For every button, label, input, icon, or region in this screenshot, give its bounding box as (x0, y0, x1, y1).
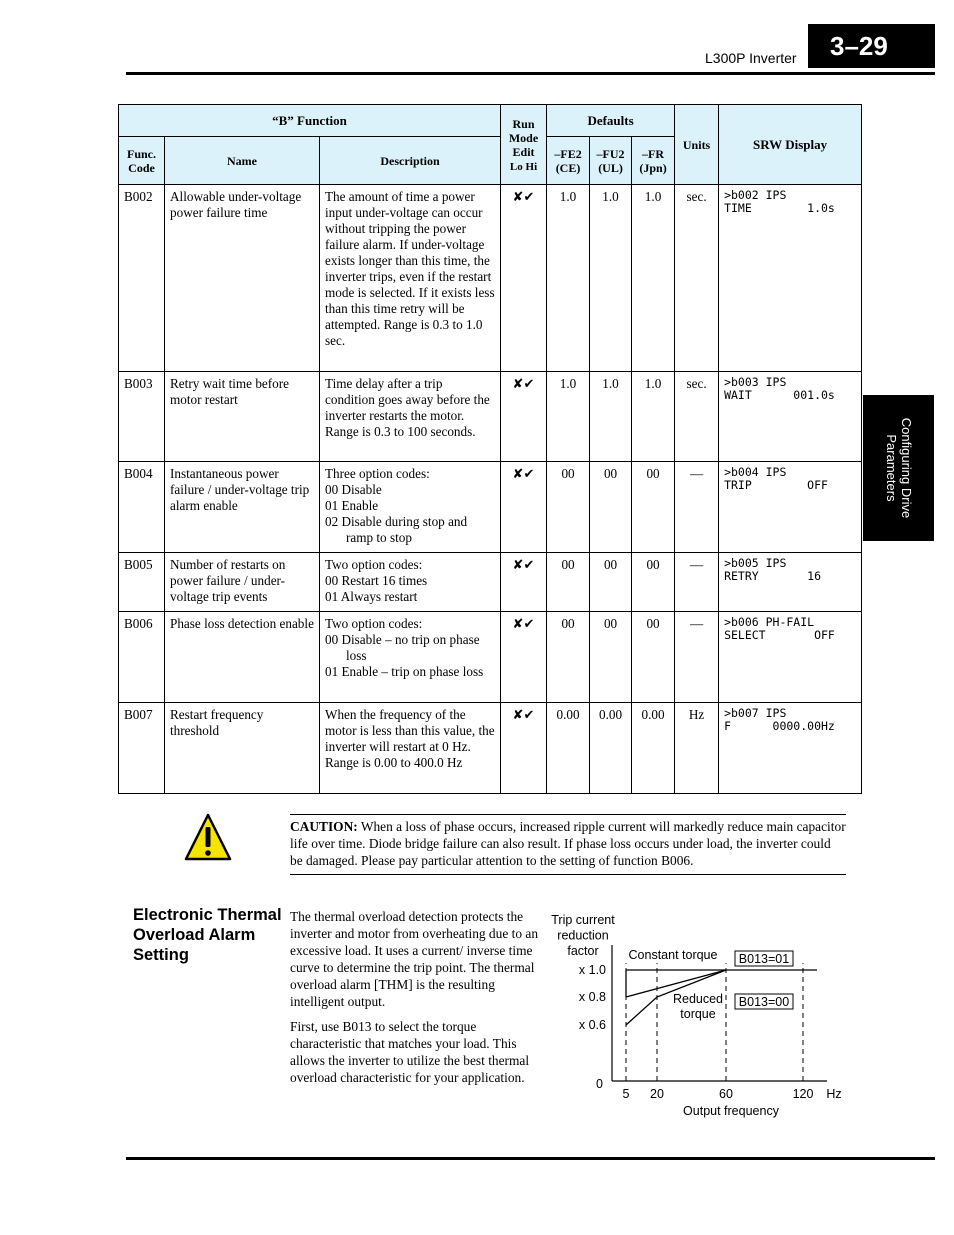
footer-rule (126, 1157, 935, 1160)
side-tab (863, 395, 934, 541)
section-heading: Electronic Thermal Overload Alarm Setting (133, 906, 282, 964)
x-tick-label: 120 (792, 1087, 814, 1101)
header-units: Units (675, 105, 719, 185)
cell-name: Instantaneous power failure / under-voltage trip alarm enable (165, 462, 320, 553)
tag-label-b013-01: B013=01 (738, 952, 790, 966)
srw-line1: >b005 IPS (724, 556, 787, 570)
caution-body: When a loss of phase occurs, increased ripple current will markedly reduce main capacitor life over time. Diode bridge failure can also result. If phase loss occurs under load, the inverter could be damaged. Please pay particular attention to the setting of function B006. (290, 819, 846, 868)
caution-rule-bottom (290, 874, 846, 875)
x-tick-label: 5 (622, 1087, 630, 1101)
b-function-table (118, 104, 862, 794)
desc-option: 00 Restart 16 times (325, 573, 428, 588)
cell-code: B002 (119, 185, 165, 372)
table-row (119, 372, 862, 462)
cell-fr: 00 (632, 612, 675, 703)
lohi-label: Lo Hi (509, 160, 538, 173)
header-rule (126, 72, 935, 75)
cell-srw (719, 185, 862, 372)
cell-fu2: 00 (590, 553, 632, 612)
cell-units: sec. (675, 372, 719, 462)
srw-line2: TIME 1.0s (724, 201, 835, 215)
header-srw-display: SRW Display (719, 105, 862, 185)
tag-label-b013-00: B013=00 (738, 995, 790, 1009)
paragraph: First, use B013 to select the torque characteristic that matches your load. This allows the inverter to utilize the best thermal overload characteristic for your application. (290, 1019, 530, 1085)
cell-name: Phase loss detection enable (165, 612, 320, 703)
x-unit-label: Hz (826, 1087, 842, 1101)
desc-line: Two option codes: (325, 557, 423, 572)
header-description: Description (320, 137, 501, 185)
cell-units: sec. (675, 185, 719, 372)
cell-edit: ✘✔ (501, 185, 547, 372)
table-row (119, 462, 862, 553)
x-axis-label: Output frequency (683, 1104, 779, 1118)
cell-srw (719, 553, 862, 612)
cell-name: Restart frequency threshold (165, 703, 320, 794)
paragraph: The thermal overload detection protects the inverter and motor from overheating due to an excessive load. It uses a current/ inverse time curve to determine the trip point. The thermal overload alarm [THM] is the resulting intelligent output. (290, 909, 539, 1009)
x-tick-label: 20 (650, 1087, 664, 1101)
header-fr: –FR (Jpn) (632, 137, 675, 185)
srw-line1: >b006 PH-FAIL (724, 615, 815, 629)
desc-line: Time delay after a trip condition goes away before the inverter restarts the motor. (325, 376, 490, 423)
cell-edit: ✘✔ (501, 372, 547, 462)
cell-description (320, 703, 501, 794)
desc-line: The amount of time a power input under-voltage can occur without tripping the power failure alarm. If under-voltage exists longer than this time, the inverter trips, even if the restart mode is selected. If it exists less than this time retry will be attempted. Range is 0.3 to 1.0 sec. (325, 189, 495, 348)
y-tick-label: x 1.0 (578, 963, 606, 977)
y-axis-label: reduction (557, 928, 609, 943)
table-row (119, 185, 862, 372)
desc-option: 01 Always restart (325, 589, 418, 604)
trip-current-chart (545, 905, 845, 1125)
cell-code: B007 (119, 703, 165, 794)
cell-name: Number of restarts on power failure / under-voltage trip events (165, 553, 320, 612)
cell-code: B005 (119, 553, 165, 612)
cell-fr: 00 (632, 462, 675, 553)
header-func-code: Func. Code (119, 137, 165, 185)
cell-name: Retry wait time before motor restart (165, 372, 320, 462)
caution-rule-top (290, 814, 846, 815)
srw-line2: SELECT OFF (724, 628, 835, 642)
series-label-reduced-1: Reduced (672, 992, 724, 1006)
cell-fr: 00 (632, 553, 675, 612)
header-run-mode (501, 105, 547, 185)
warning-icon (184, 812, 232, 862)
cell-description (320, 462, 501, 553)
cell-fe2: 1.0 (547, 185, 590, 372)
cell-fe2: 1.0 (547, 372, 590, 462)
srw-line2: F 0000.00Hz (724, 719, 835, 733)
desc-option: 00 Disable – no trip on phase loss (325, 632, 480, 663)
cell-fe2: 00 (547, 462, 590, 553)
y-axis-label: Trip current (551, 913, 615, 927)
y-tick-label: x 0.6 (578, 1018, 606, 1032)
desc-option: 02 Disable during stop and ramp to stop (325, 514, 468, 545)
desc-line: Range is 0.00 to 400.0 Hz (325, 755, 463, 770)
cell-fu2: 0.00 (590, 703, 632, 794)
header-title: L300P Inverter (705, 50, 797, 66)
header-defaults: Defaults (547, 105, 675, 137)
caution-text (290, 818, 846, 869)
cell-srw (719, 462, 862, 553)
header-fe2: –FE2 (CE) (547, 137, 590, 185)
header-name: Name (165, 137, 320, 185)
cell-fe2: 00 (547, 612, 590, 703)
cell-units: — (675, 462, 719, 553)
side-tab-line2: Parameters (883, 434, 899, 502)
cell-fu2: 1.0 (590, 185, 632, 372)
section-body (290, 908, 538, 1094)
series-label-reduced-2: torque (680, 1007, 716, 1021)
table-row (119, 612, 862, 703)
desc-option: 01 Enable – trip on phase loss (325, 664, 484, 679)
srw-line1: >b003 IPS (724, 375, 787, 389)
table-row (119, 553, 862, 612)
caution-label: CAUTION: (290, 819, 358, 834)
desc-line: Two option codes: (325, 616, 423, 631)
srw-line1: >b007 IPS (724, 706, 787, 720)
cell-fe2: 00 (547, 553, 590, 612)
cell-description (320, 372, 501, 462)
run-mode-label: Run Mode Edit (508, 116, 539, 159)
srw-line2: TRIP OFF (724, 478, 828, 492)
cell-fu2: 1.0 (590, 372, 632, 462)
cell-edit: ✘✔ (501, 462, 547, 553)
srw-line1: >b004 IPS (724, 465, 787, 479)
page-number: 3–29 (808, 24, 935, 68)
cell-srw (719, 372, 862, 462)
cell-fr: 1.0 (632, 372, 675, 462)
cell-edit: ✘✔ (501, 703, 547, 794)
srw-line2: WAIT 001.0s (724, 388, 835, 402)
srw-line2: RETRY 16 (724, 569, 821, 583)
desc-line: Three option codes: (325, 466, 430, 481)
cell-fe2: 0.00 (547, 703, 590, 794)
series-label-constant: Constant torque (628, 948, 718, 962)
cell-edit: ✘✔ (501, 553, 547, 612)
cell-name: Allowable under-voltage power failure time (165, 185, 320, 372)
cell-srw (719, 612, 862, 703)
side-tab-line1: Configuring Drive (898, 417, 914, 519)
cell-fu2: 00 (590, 612, 632, 703)
origin-label: 0 (596, 1077, 603, 1091)
desc-line: When the frequency of the motor is less than this value, the inverter will restart at 0 Hz. (325, 707, 495, 754)
cell-units: — (675, 553, 719, 612)
cell-description (320, 185, 501, 372)
y-axis-label: factor (567, 944, 599, 958)
desc-option: 00 Disable (325, 482, 382, 497)
cell-units: — (675, 612, 719, 703)
table-row (119, 703, 862, 794)
desc-line: Range is 0.3 to 100 seconds. (325, 424, 476, 439)
cell-fu2: 00 (590, 462, 632, 553)
y-tick-label: x 0.8 (578, 990, 606, 1004)
cell-fr: 1.0 (632, 185, 675, 372)
srw-line1: >b002 IPS (724, 188, 787, 202)
x-tick-label: 60 (719, 1087, 733, 1101)
cell-srw (719, 703, 862, 794)
cell-description (320, 553, 501, 612)
cell-description (320, 612, 501, 703)
cell-code: B004 (119, 462, 165, 553)
header-b-function: “B” Function (119, 105, 501, 137)
cell-code: B003 (119, 372, 165, 462)
desc-option: 01 Enable (325, 498, 379, 513)
cell-edit: ✘✔ (501, 612, 547, 703)
cell-fr: 0.00 (632, 703, 675, 794)
header-fu2: –FU2 (UL) (590, 137, 632, 185)
cell-code: B006 (119, 612, 165, 703)
cell-units: Hz (675, 703, 719, 794)
